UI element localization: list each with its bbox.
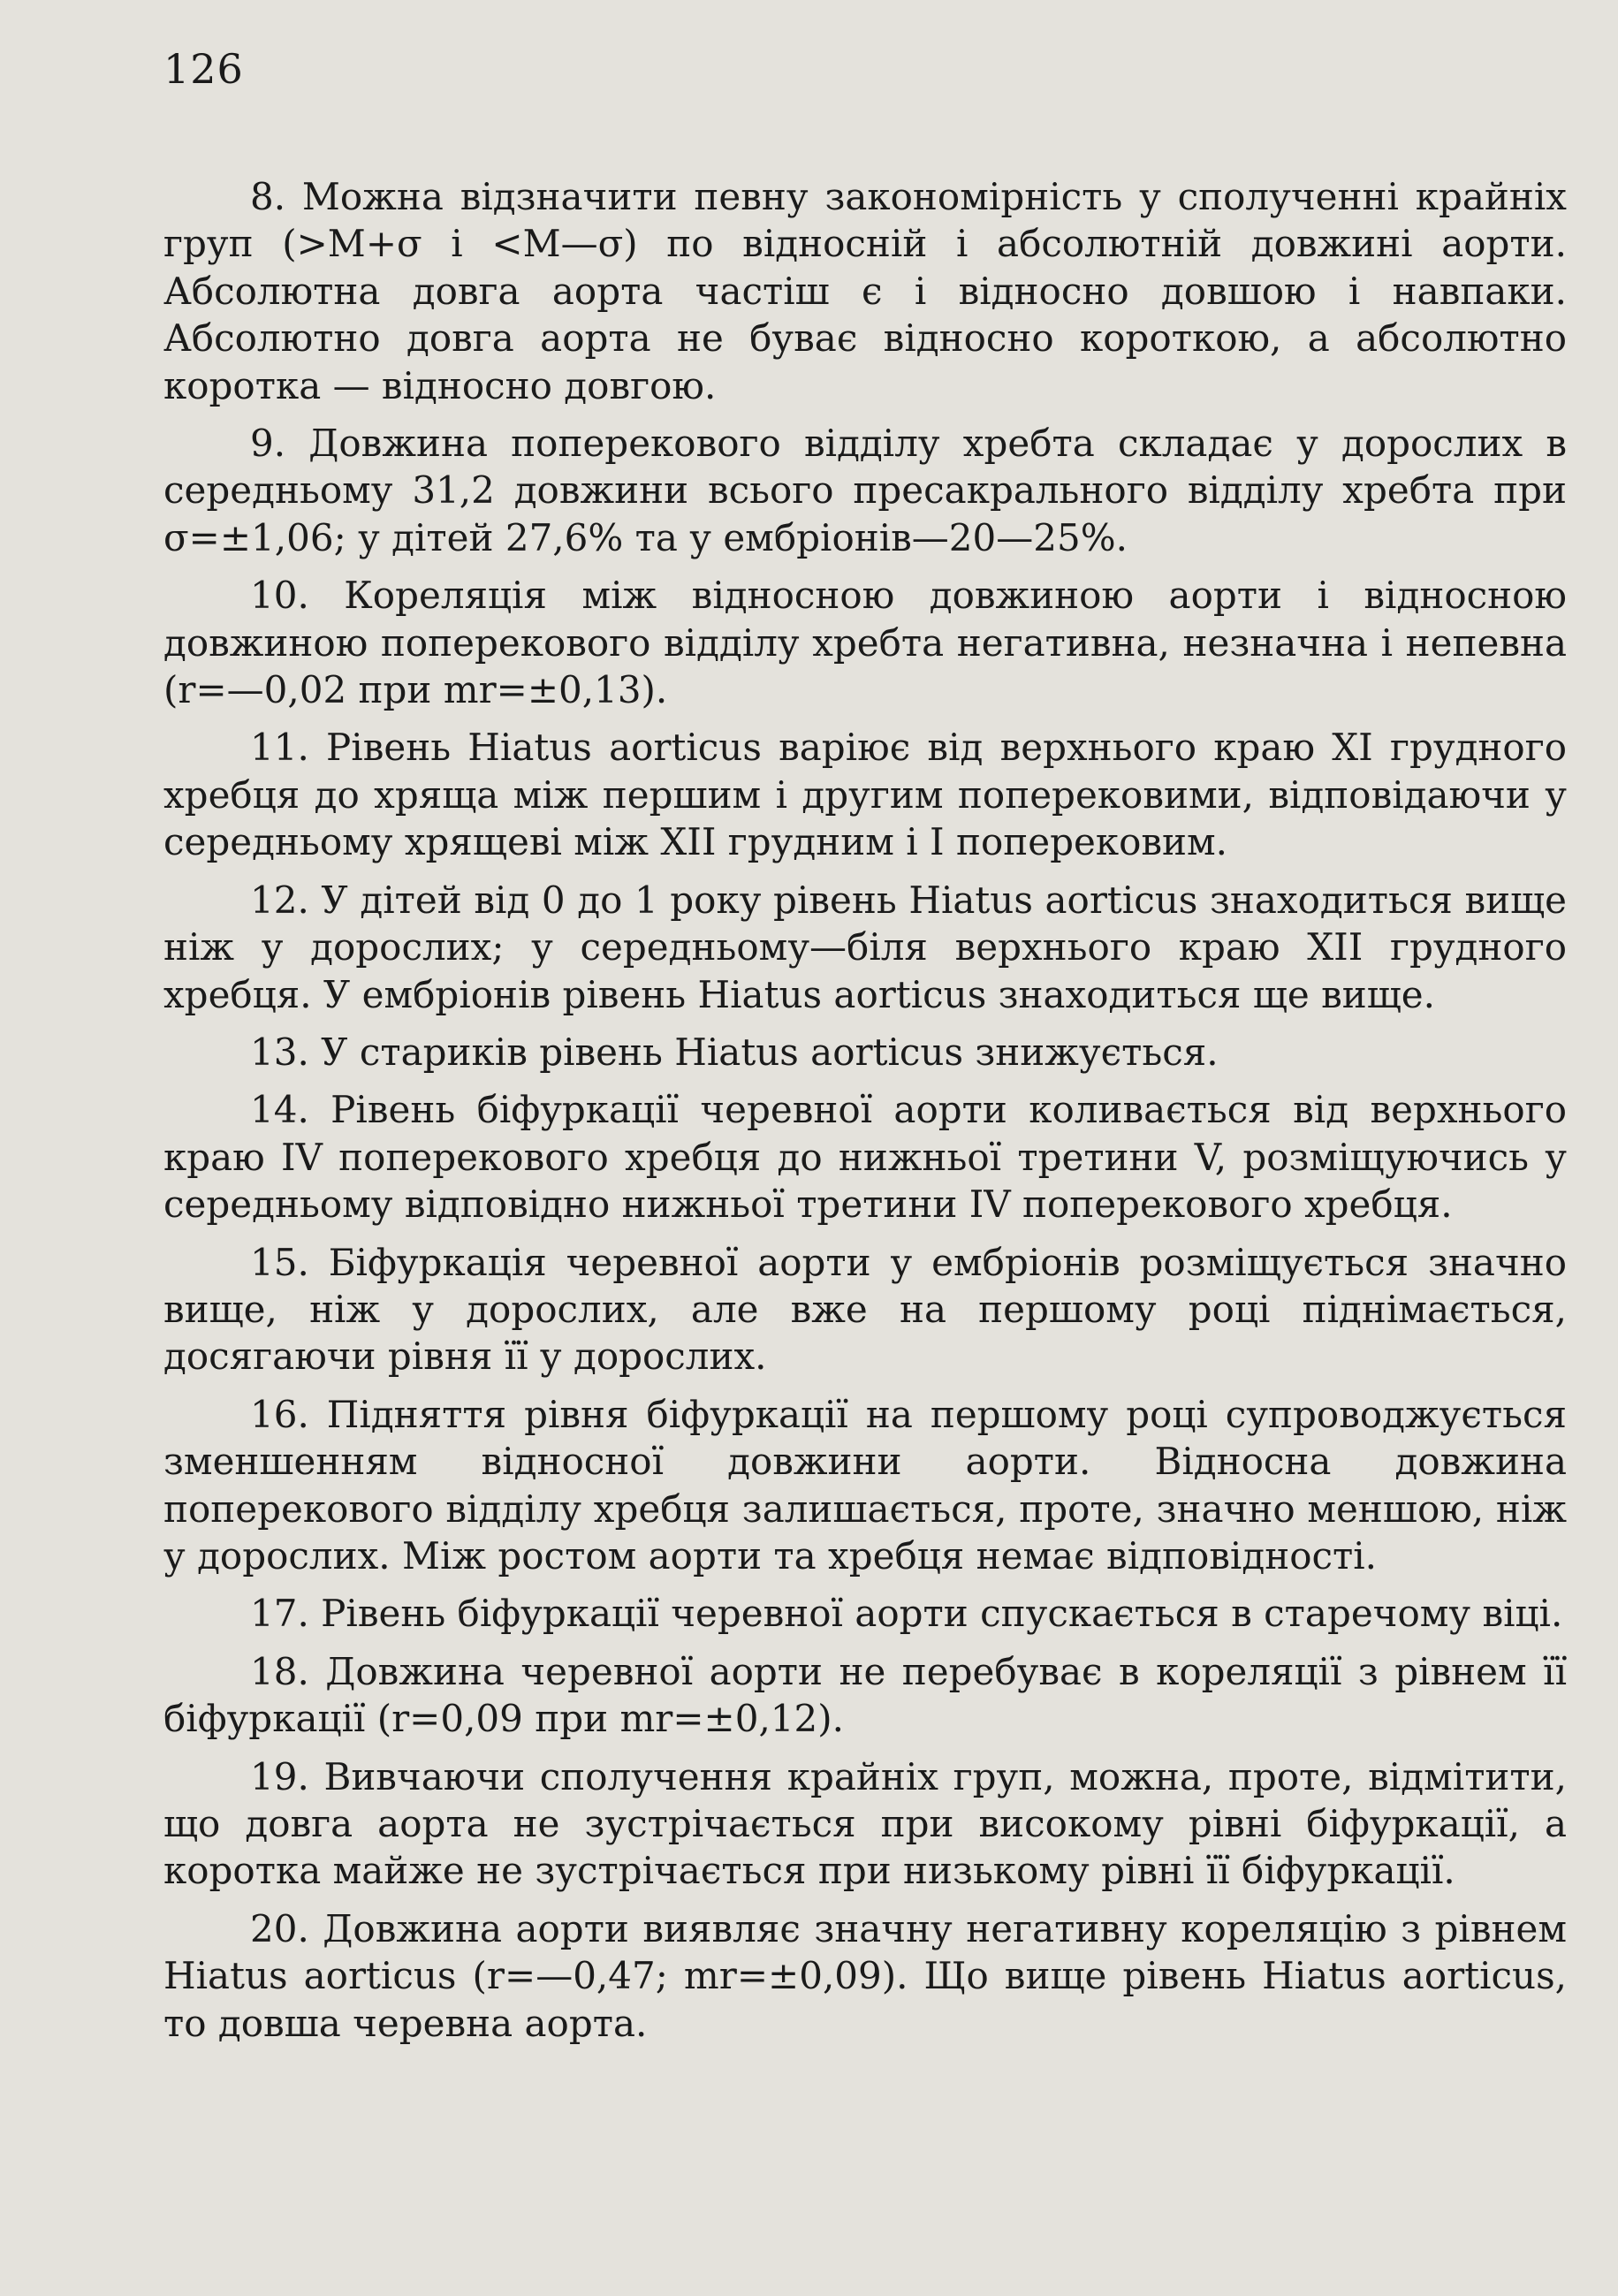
page-number: 126	[163, 45, 244, 93]
paragraph-13: 13. У стариків рівень Hiatus aorticus знижується.	[250, 1030, 1219, 1074]
paragraph-11: 11. Рівень Hiatus aorticus варіює від верхнього краю XI грудного хребця до хряща між першим і другим поперековими, відповідаючи у середньому хрящеві між XII грудним і I поперековим.	[163, 726, 1567, 864]
paragraph-19: 19. Вивчаючи сполучення крайніх груп, можна, проте, відмітити, що довга аорта не зустрічається при високому рівні біфуркації, а коротка майже не зустрічається при низькому рівні її біфуркації.	[163, 1754, 1567, 1893]
paragraph-10: 10. Кореляція між відносною довжиною аорти і відносною довжиною поперекового відділу хребта негативна, незначна і непевна (r=—0,02 при mr=±0,13).	[163, 574, 1567, 712]
paragraph-18: 18. Довжина черевної аорти не перебуває в кореляції з рівнем її біфуркації (r=0,09 при mr=±0,12).	[163, 1649, 1567, 1741]
paragraph-17: 17. Рівень біфуркації черевної аорти спускається в старечому віці.	[250, 1592, 1563, 1636]
paragraph-16: 16. Підняття рівня біфуркації на першому році супроводжується зменшенням відносної довжини аорти. Відносна довжина поперекового відділу хребця залишається, проте, значно меншою, ніж у дорослих. Між ростом аорти та хребця немає відповідності.	[163, 1392, 1567, 1578]
paragraph-20: 20. Довжина аорти виявляє значну негативну кореляцію з рівнем Hiatus aorticus (r=—0,47; mr=±0,09). Що вище рівень Hiatus aorticus, то довша черевна аорта.	[163, 1906, 1567, 2045]
paragraph-15: 15. Біфуркація черевної аорти у ембріонів розміщується значно вище, ніж у дорослих, але вже на першому році піднімається, досягаючи рівня її у дорослих.	[163, 1240, 1567, 1379]
paragraph-14: 14. Рівень біфуркації черевної аорти коливається від верхнього краю IV поперекового хребця до нижньої третини V, розміщуючись у середньому відповідно нижньої третини IV поперекового хребця.	[163, 1088, 1567, 1227]
paragraph-9: 9. Довжина поперекового відділу хребта складає у дорослих в середньому 31,2 довжини всього пресакрального відділу хребта при σ=±1,06; у дітей 27,6% та у ембріонів—20—25%.	[163, 422, 1567, 559]
paragraph-8: 8. Можна відзначити певну закономірність у сполученні крайніх груп (>M+σ і <M—σ) по відносній і абсолютній довжині аорти. Абсолютна довга аорта частіш є і відносно довшою і навпаки. Абсолютно довга аорта не буває відносно короткою, а абсолютно коротка — відносно довгою.	[163, 175, 1567, 407]
paragraph-12: 12. У дітей від 0 до 1 року рівень Hiatus aorticus знаходиться вище ніж у дорослих; у середньому—біля верхнього краю XII грудного хребця. У ембріонів рівень Hiatus aorticus знаходиться ще вище.	[163, 878, 1567, 1016]
